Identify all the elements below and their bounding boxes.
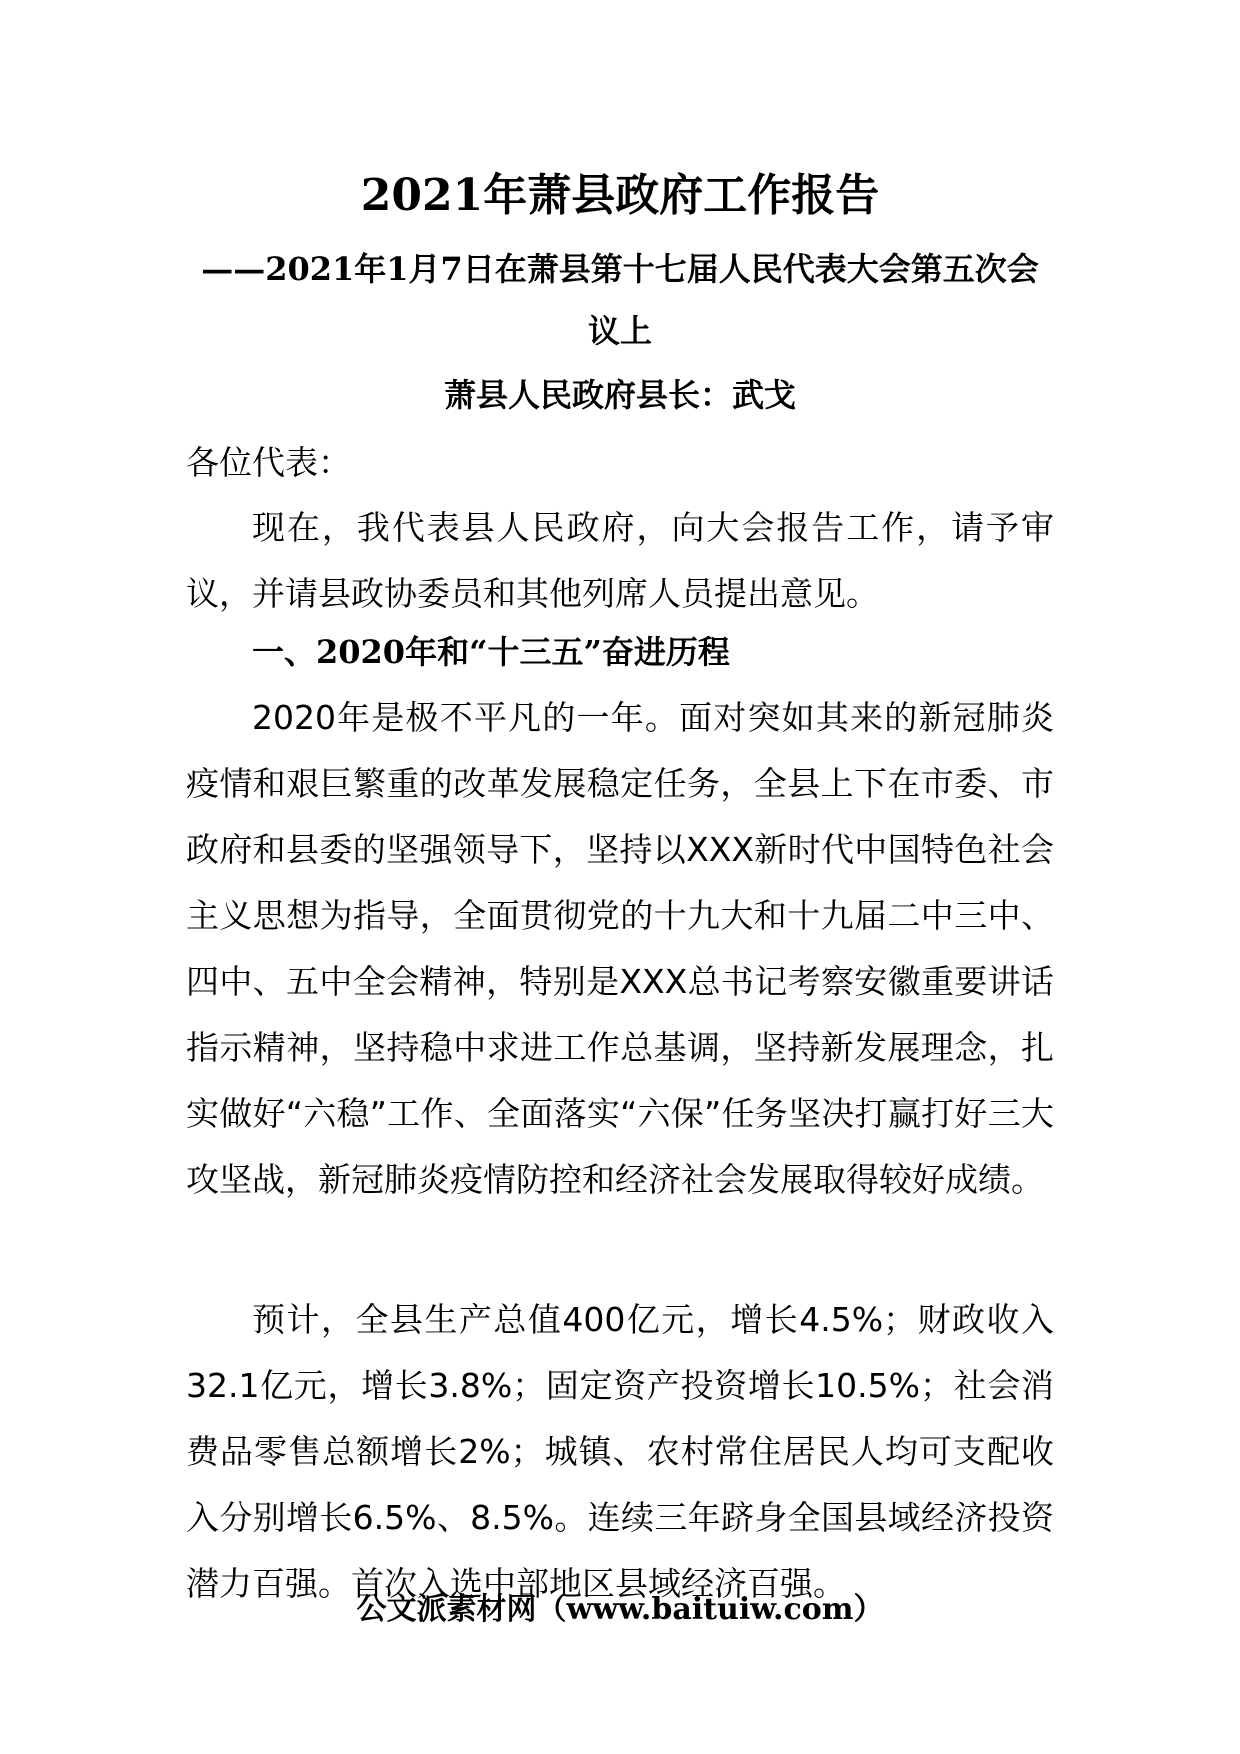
section-heading-1: 一、2020年和“十三五”奋进历程: [252, 633, 730, 671]
footer-watermark: 公文派素材网（www.baituiw.com）: [356, 1592, 884, 1627]
document-subtitle: ——2021年1月7日在萧县第十七届人民代表大会第五次会议上: [201, 250, 1039, 350]
paragraph-2020-review: 2020年是极不平凡的一年。面对突如其来的新冠肺炎疫情和艰巨繁重的改革发展稳定任务，全县上下在市委、市政府和县委的坚强领导下，坚持以XXX新时代中国特色社会主义思想为指导，全面贯彻党的十九大和十九届二中三中、四中、五中全会精神，特别是XXX总书记考察安徽重要讲话指示精神，坚持稳中求进工作总基调，坚持新发展理念，扎实做好“六稳”工作、全面落实“六保”任务坚决打赢打好三大攻坚战，新冠肺炎疫情防控和经济社会发展取得较好成绩。: [186, 698, 1054, 1199]
document-author: 萧县人民政府县长：武戈: [443, 376, 796, 414]
document-title: 2021年萧县政府工作报告: [360, 170, 880, 221]
salutation: 各位代表：: [186, 443, 351, 482]
paragraph-statistics: 预计，全县生产总值400亿元，增长4.5%；财政收入32.1亿元，增长3.8%；固定资产投资增长10.5%；社会消费品零售总额增长2%；城镇、农村常住居民人均可支配收入分别增长6.5%、8.5%。连续三年跻身全国县域经济投资潜力百强。首次入选中部地区县域经济百强。: [186, 1300, 1054, 1603]
paragraph-intro: 现在，我代表县人民政府，向大会报告工作，请予审议，并请县政协委员和其他列席人员提出意见。: [186, 508, 1054, 613]
